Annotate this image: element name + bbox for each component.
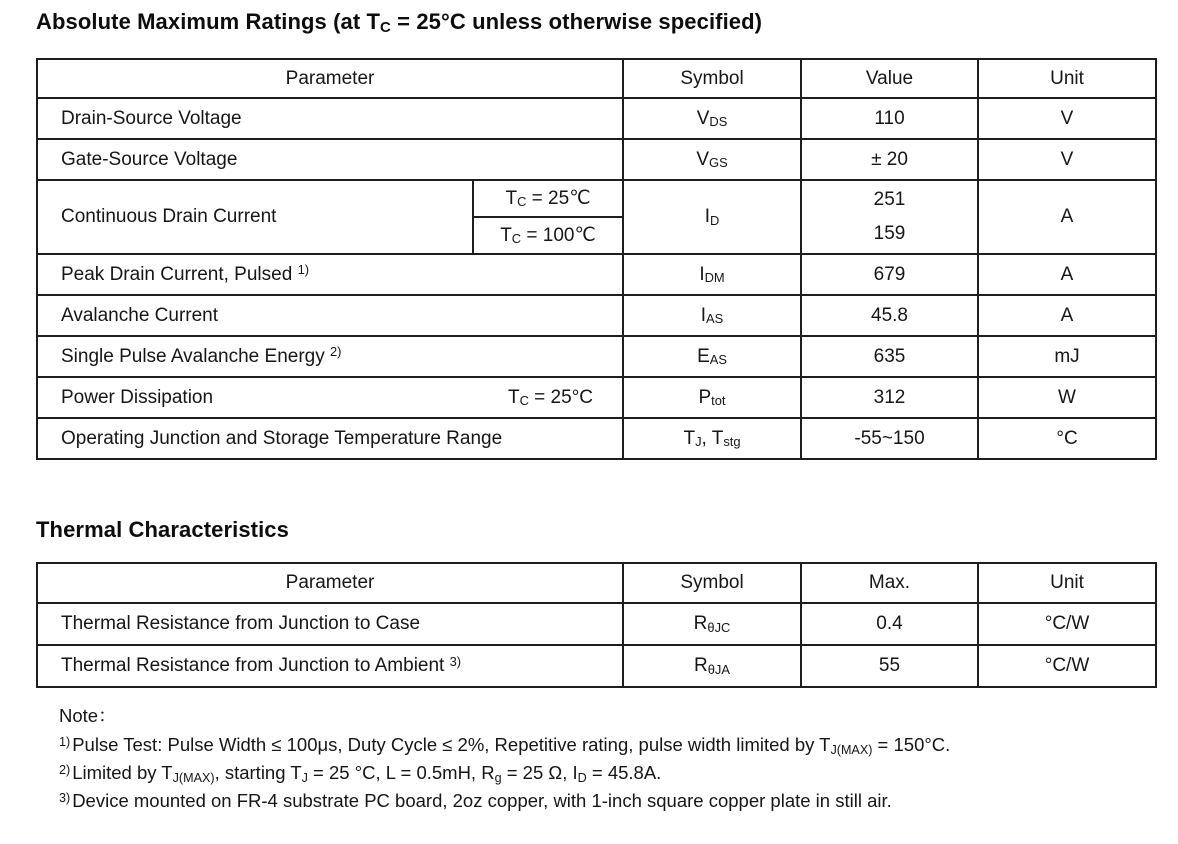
- max-cell: 55: [801, 645, 978, 687]
- value-cell: 679: [801, 254, 978, 295]
- condition-cell-tc100: $T_C$ = 100℃: [473, 217, 623, 254]
- column-header-parameter: Parameter: [37, 563, 623, 603]
- table-row-single-pulse-avalanche-energy: [37, 336, 1156, 377]
- parameter-cell: Peak Drain Current, Pulsed $^{1)}$: [37, 254, 623, 295]
- value-line-tc100: 159: [873, 223, 906, 244]
- parameter-cell: Drain-Source Voltage: [37, 98, 623, 139]
- column-header-symbol: Symbol: [623, 563, 801, 603]
- table-row-junction-to-case: [37, 603, 1156, 645]
- value-cell: [801, 180, 978, 254]
- unit-cell: V: [978, 98, 1156, 139]
- unit-cell: V: [978, 139, 1156, 180]
- parameter-cell: [37, 377, 623, 418]
- note-3: $^{3)}$ Device mounted on FR-4 substrate PC board, 2oz copper, with 1-inch square copper plate in still air.: [59, 790, 892, 812]
- abs-header-row: [37, 59, 1156, 98]
- unit-cell: °C/W: [978, 603, 1156, 645]
- table-row-power-dissipation: [37, 377, 1156, 418]
- thermal-characteristics-table: [36, 562, 1157, 688]
- symbol-cell: $V_{GS}$: [623, 139, 801, 180]
- note-2: $^{2)}$ Limited by $T_{J(MAX)}$, starting $T_J = 25$ °C, L = 0.5mH, $R_g = 25$ Ω, $I_D = 45.8A$.: [59, 762, 662, 785]
- unit-cell: W: [978, 377, 1156, 418]
- column-header-parameter: Parameter: [37, 59, 623, 98]
- absolute-maximum-ratings-table: [36, 58, 1157, 460]
- table-row-temperature-range: [37, 418, 1156, 459]
- notes-section: [59, 701, 950, 816]
- symbol-cell: $T_J$, $T_{stg}$: [623, 418, 801, 459]
- value-cell: ± 20: [801, 139, 978, 180]
- max-cell: 0.4: [801, 603, 978, 645]
- column-header-value: Value: [801, 59, 978, 98]
- table-row-drain-source-voltage: [37, 98, 1156, 139]
- value-line-tc25: 251: [873, 189, 906, 210]
- unit-cell: mJ: [978, 336, 1156, 377]
- parameter-cell: Gate-Source Voltage: [37, 139, 623, 180]
- symbol-cell: $V_{DS}$: [623, 98, 801, 139]
- notes-label: Note：: [59, 705, 117, 726]
- value-cell: 635: [801, 336, 978, 377]
- column-header-symbol: Symbol: [623, 59, 801, 98]
- symbol-cell: $E_{AS}$: [623, 336, 801, 377]
- symbol-cell: $P_{tot}$: [623, 377, 801, 418]
- parameter-cell: Single Pulse Avalanche Energy $^{2)}$: [37, 336, 623, 377]
- table-row-gate-source-voltage: [37, 139, 1156, 180]
- absolute-maximum-ratings-title: Absolute Maximum Ratings (at $T_C = 25^\circ C$ unless otherwise specified): [36, 9, 763, 37]
- unit-cell: A: [978, 295, 1156, 336]
- parameter-cell: Operating Junction and Storage Temperature Range: [37, 418, 623, 459]
- symbol-cell: $I_{AS}$: [623, 295, 801, 336]
- column-header-max: Max.: [801, 563, 978, 603]
- unit-cell: A: [978, 254, 1156, 295]
- table-row-junction-to-ambient: [37, 645, 1156, 687]
- value-cell: -55~150: [801, 418, 978, 459]
- thermal-header-row: [37, 563, 1156, 603]
- value-cell: 45.8: [801, 295, 978, 336]
- parameter-cell: Avalanche Current: [37, 295, 623, 336]
- parameter-cell: Thermal Resistance from Junction to Case: [37, 603, 623, 645]
- parameter-label: Power Dissipation: [61, 386, 214, 408]
- note-1: $^{1)}$ Pulse Test: Pulse Width ≤ 100μs, Duty Cycle ≤ 2%, Repetitive rating, pulse width limited by $T_{J(MAX)} = 150^\circ C$.: [59, 734, 951, 757]
- table-row-continuous-drain-current: [37, 180, 1156, 217]
- condition-label-tc25: $T_C = 25^\circ C$: [507, 386, 594, 409]
- value-cell: 110: [801, 98, 978, 139]
- unit-cell: °C/W: [978, 645, 1156, 687]
- symbol-cell: $I_D$: [623, 180, 801, 254]
- thermal-characteristics-title: Thermal Characteristics: [36, 517, 289, 542]
- table-row-avalanche-current: [37, 295, 1156, 336]
- parameter-cell: Continuous Drain Current: [37, 180, 473, 254]
- unit-cell: °C: [978, 418, 1156, 459]
- symbol-cell: $R_{\theta JA}$: [623, 645, 801, 687]
- value-cell: 312: [801, 377, 978, 418]
- column-header-unit: Unit: [978, 563, 1156, 603]
- column-header-unit: Unit: [978, 59, 1156, 98]
- symbol-cell: $R_{\theta JC}$: [623, 603, 801, 645]
- unit-cell: A: [978, 180, 1156, 254]
- parameter-cell: Thermal Resistance from Junction to Ambient $^{3)}$: [37, 645, 623, 687]
- symbol-cell: $I_{DM}$: [623, 254, 801, 295]
- table-row-peak-drain-current: [37, 254, 1156, 295]
- condition-cell-tc25: $T_C$ = 25℃: [473, 180, 623, 217]
